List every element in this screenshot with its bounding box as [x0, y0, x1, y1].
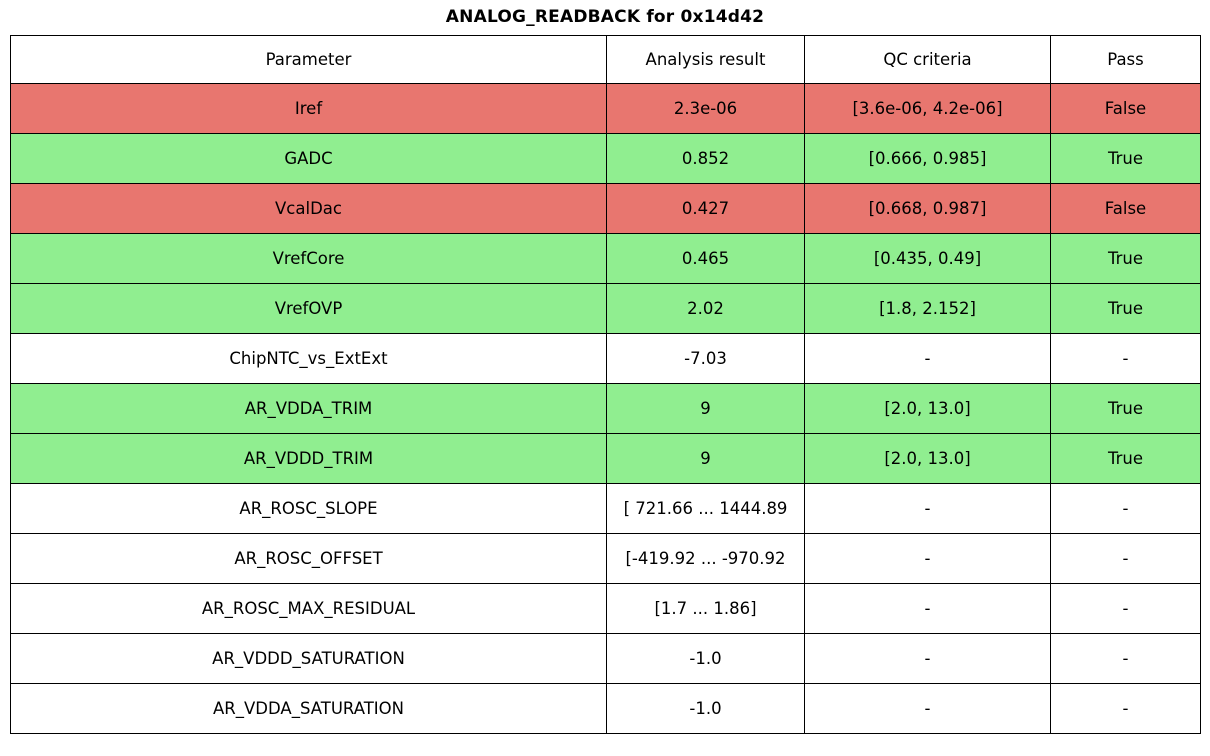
- cell-qc-criteria: [0.668, 0.987]: [805, 184, 1051, 234]
- table-header: [11, 36, 1201, 84]
- table-row: [11, 484, 1201, 534]
- cell-analysis-result: 0.465: [607, 234, 805, 284]
- cell-pass: -: [1051, 584, 1201, 634]
- cell-parameter: VcalDac: [11, 184, 607, 234]
- cell-parameter: Iref: [11, 84, 607, 134]
- cell-qc-criteria: [0.666, 0.985]: [805, 134, 1051, 184]
- cell-qc-criteria: -: [805, 634, 1051, 684]
- cell-parameter: AR_ROSC_MAX_RESIDUAL: [11, 584, 607, 634]
- cell-analysis-result: 9: [607, 434, 805, 484]
- cell-qc-criteria: [1.8, 2.152]: [805, 284, 1051, 334]
- cell-parameter: ChipNTC_vs_ExtExt: [11, 334, 607, 384]
- table-body: [11, 84, 1201, 734]
- cell-pass: True: [1051, 284, 1201, 334]
- cell-qc-criteria: -: [805, 534, 1051, 584]
- cell-parameter: AR_VDDD_SATURATION: [11, 634, 607, 684]
- column-header-analysis-result: Analysis result: [607, 36, 805, 84]
- cell-analysis-result: [ 721.66 ... 1444.89: [607, 484, 805, 534]
- cell-analysis-result: 2.3e-06: [607, 84, 805, 134]
- table-row: [11, 334, 1201, 384]
- cell-pass: -: [1051, 684, 1201, 734]
- cell-pass: -: [1051, 334, 1201, 384]
- column-header-qc-criteria: QC criteria: [805, 36, 1051, 84]
- column-header-pass: Pass: [1051, 36, 1201, 84]
- cell-parameter: AR_VDDD_TRIM: [11, 434, 607, 484]
- table-row: [11, 634, 1201, 684]
- cell-pass: True: [1051, 134, 1201, 184]
- cell-qc-criteria: [2.0, 13.0]: [805, 434, 1051, 484]
- cell-qc-criteria: [0.435, 0.49]: [805, 234, 1051, 284]
- column-header-parameter: Parameter: [11, 36, 607, 84]
- cell-parameter: VrefCore: [11, 234, 607, 284]
- cell-analysis-result: [1.7 ... 1.86]: [607, 584, 805, 634]
- cell-pass: -: [1051, 484, 1201, 534]
- table-row: [11, 84, 1201, 134]
- cell-analysis-result: -1.0: [607, 684, 805, 734]
- table-row: [11, 284, 1201, 334]
- table-row: [11, 534, 1201, 584]
- cell-pass: True: [1051, 384, 1201, 434]
- cell-qc-criteria: -: [805, 684, 1051, 734]
- cell-qc-criteria: [2.0, 13.0]: [805, 384, 1051, 434]
- analog-readback-table: [10, 35, 1201, 734]
- cell-analysis-result: [-419.92 ... -970.92: [607, 534, 805, 584]
- cell-analysis-result: 9: [607, 384, 805, 434]
- cell-parameter: GADC: [11, 134, 607, 184]
- table-header-row: [11, 36, 1201, 84]
- cell-pass: True: [1051, 234, 1201, 284]
- cell-parameter: AR_VDDA_TRIM: [11, 384, 607, 434]
- table-row: [11, 584, 1201, 634]
- cell-qc-criteria: -: [805, 334, 1051, 384]
- cell-pass: False: [1051, 184, 1201, 234]
- table-row: [11, 134, 1201, 184]
- table-row: [11, 184, 1201, 234]
- table-container: [0, 35, 1210, 734]
- cell-qc-criteria: [3.6e-06, 4.2e-06]: [805, 84, 1051, 134]
- cell-pass: False: [1051, 84, 1201, 134]
- table-row: [11, 684, 1201, 734]
- cell-parameter: AR_ROSC_SLOPE: [11, 484, 607, 534]
- cell-pass: True: [1051, 434, 1201, 484]
- page-title: ANALOG_READBACK for 0x14d42: [445, 7, 765, 27]
- cell-analysis-result: 0.852: [607, 134, 805, 184]
- cell-parameter: AR_VDDA_SATURATION: [11, 684, 607, 734]
- cell-pass: -: [1051, 534, 1201, 584]
- cell-parameter: VrefOVP: [11, 284, 607, 334]
- cell-pass: -: [1051, 634, 1201, 684]
- cell-analysis-result: -1.0: [607, 634, 805, 684]
- cell-analysis-result: 2.02: [607, 284, 805, 334]
- table-row: [11, 384, 1201, 434]
- cell-analysis-result: 0.427: [607, 184, 805, 234]
- cell-analysis-result: -7.03: [607, 334, 805, 384]
- table-row: [11, 234, 1201, 284]
- cell-qc-criteria: -: [805, 584, 1051, 634]
- table-row: [11, 434, 1201, 484]
- cell-parameter: AR_ROSC_OFFSET: [11, 534, 607, 584]
- cell-qc-criteria: -: [805, 484, 1051, 534]
